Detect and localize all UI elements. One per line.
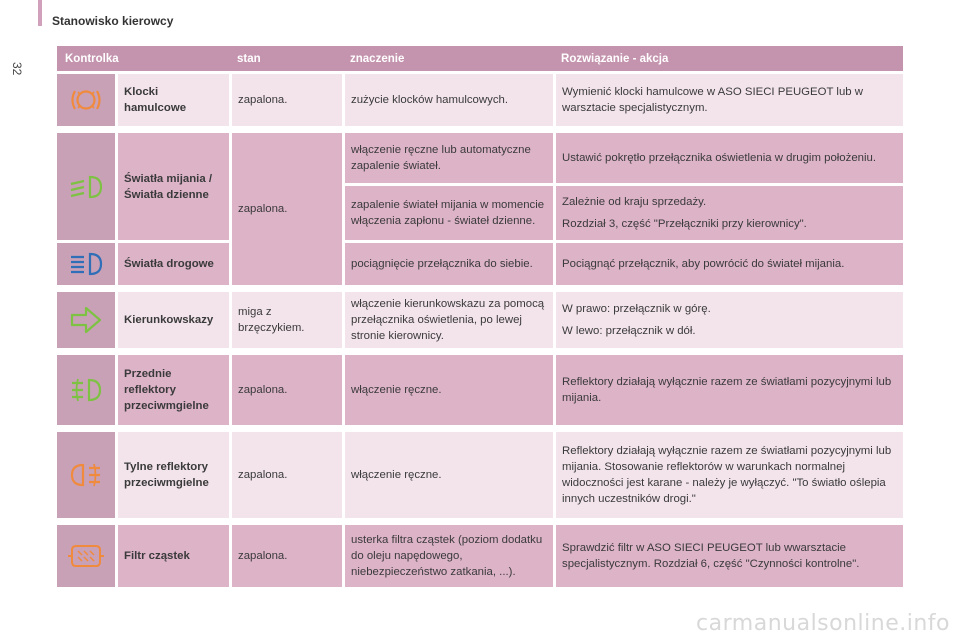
- row-meaning: zużycie klocków hamulcowych.: [342, 71, 553, 126]
- row-action: [553, 130, 903, 183]
- action-line: Reflektory działają wyłącznie razem ze światłami pozycyjnymi lub mijania.: [562, 376, 892, 404]
- column-header: Kontrolka: [57, 46, 229, 71]
- row-action: [553, 240, 903, 285]
- table-row: [57, 240, 903, 285]
- row-label: Filtr cząstek: [115, 522, 229, 587]
- column-header: stan: [229, 46, 342, 71]
- row-state: zapalona.: [229, 429, 342, 518]
- row-meaning: włączenie ręczne.: [342, 352, 553, 425]
- row-meaning: zapalenie świateł mijania w momencie włączenia zapłonu - świateł dzienne.: [342, 183, 553, 240]
- action-line: Reflektory działają wyłącznie razem ze światłami pozycyjnymi lub mijania. Stosowanie reflektorów w warunkach normalnej widoczności jest karane - należy je wyłączyć. "To światło oślepia innych uczestników drogi.": [562, 445, 892, 505]
- column-header: Rozwiązanie - akcja: [553, 46, 903, 71]
- icon-cell: [57, 522, 115, 587]
- row-label: Przednie reflektory przeciwmgielne: [115, 352, 229, 425]
- table-row: [57, 522, 903, 587]
- low-beam-icon: [57, 173, 115, 201]
- row-label: Kierunkowskazy: [115, 289, 229, 348]
- warning-lights-table: [57, 46, 903, 587]
- action-line: Sprawdzić filtr w ASO SIECI PEUGEOT lub wwarsztacie specjalistycznym. Rozdział 6, część "Czynności kontrolne".: [562, 542, 860, 570]
- row-action: [553, 429, 903, 518]
- row-meaning: pociągnięcie przełącznika do siebie.: [342, 240, 553, 285]
- icon-cell: [57, 289, 115, 348]
- action-line: Wymienić klocki hamulcowe w ASO SIECI PEUGEOT lub w warsztacie specjalistycznym.: [562, 86, 864, 114]
- icon-cell: [57, 240, 115, 285]
- table-row: [57, 352, 903, 425]
- row-label: Światła mijania / Światła dzienne: [115, 130, 229, 240]
- icon-cell: [57, 429, 115, 518]
- row-action: [553, 289, 903, 348]
- action-line: W lewo: przełącznik w dół.: [562, 325, 696, 337]
- section-accent-bar: [38, 0, 42, 26]
- row-label: Klocki hamulcowe: [115, 71, 229, 126]
- row-meaning: włączenie ręczne lub automatyczne zapalenie świateł.: [342, 130, 553, 183]
- row-meaning: włączenie kierunkowskazu za pomocą przełącznika oświetlenia, po lewej stronie kierownicy.: [342, 289, 553, 348]
- row-action: [553, 352, 903, 425]
- row-meaning: usterka filtra cząstek (poziom dodatku do oleju napędowego, niebezpieczeństwo zatkania, ...).: [342, 522, 553, 587]
- row-action: [553, 71, 903, 126]
- table-row: [57, 130, 903, 183]
- section-title: Stanowisko kierowcy: [52, 14, 174, 28]
- turn-signal-icon: [57, 305, 115, 335]
- row-state: miga z brzęczykiem.: [229, 289, 342, 348]
- page-number: 32: [10, 62, 24, 76]
- icon-cell: [57, 71, 115, 126]
- icon-cell: [57, 352, 115, 425]
- action-line: Pociągnąć przełącznik, aby powrócić do świateł mijania.: [562, 258, 845, 270]
- watermark: carmanualsonline.info: [696, 611, 950, 636]
- action-line: W prawo: przełącznik w górę.: [562, 303, 711, 315]
- table-row: [57, 71, 903, 126]
- row-state: zapalona.: [229, 522, 342, 587]
- action-line: Ustawić pokrętło przełącznika oświetlenia w drugim położeniu.: [562, 152, 877, 164]
- row-state: zapalona.: [229, 130, 342, 285]
- brake-pads-icon: [57, 85, 115, 115]
- high-beam-icon: [57, 250, 115, 278]
- table-header-row: [57, 46, 903, 71]
- row-state: zapalona.: [229, 352, 342, 425]
- column-header: znaczenie: [342, 46, 553, 71]
- row-label: Światła drogowe: [115, 240, 229, 285]
- action-line: Rozdział 3, część "Przełączniki przy kierownicy".: [562, 218, 807, 230]
- particle-filter-icon: [57, 542, 115, 570]
- table-row: [57, 429, 903, 518]
- row-meaning: włączenie ręczne.: [342, 429, 553, 518]
- rear-fog-icon: [57, 460, 115, 490]
- front-fog-icon: [57, 375, 115, 405]
- row-state: zapalona.: [229, 71, 342, 126]
- table-row: [57, 289, 903, 348]
- action-line: Zależnie od kraju sprzedaży.: [562, 196, 707, 208]
- row-action: [553, 522, 903, 587]
- row-action: [553, 183, 903, 240]
- icon-cell: [57, 130, 115, 240]
- row-label: Tylne reflektory przeciwmgielne: [115, 429, 229, 518]
